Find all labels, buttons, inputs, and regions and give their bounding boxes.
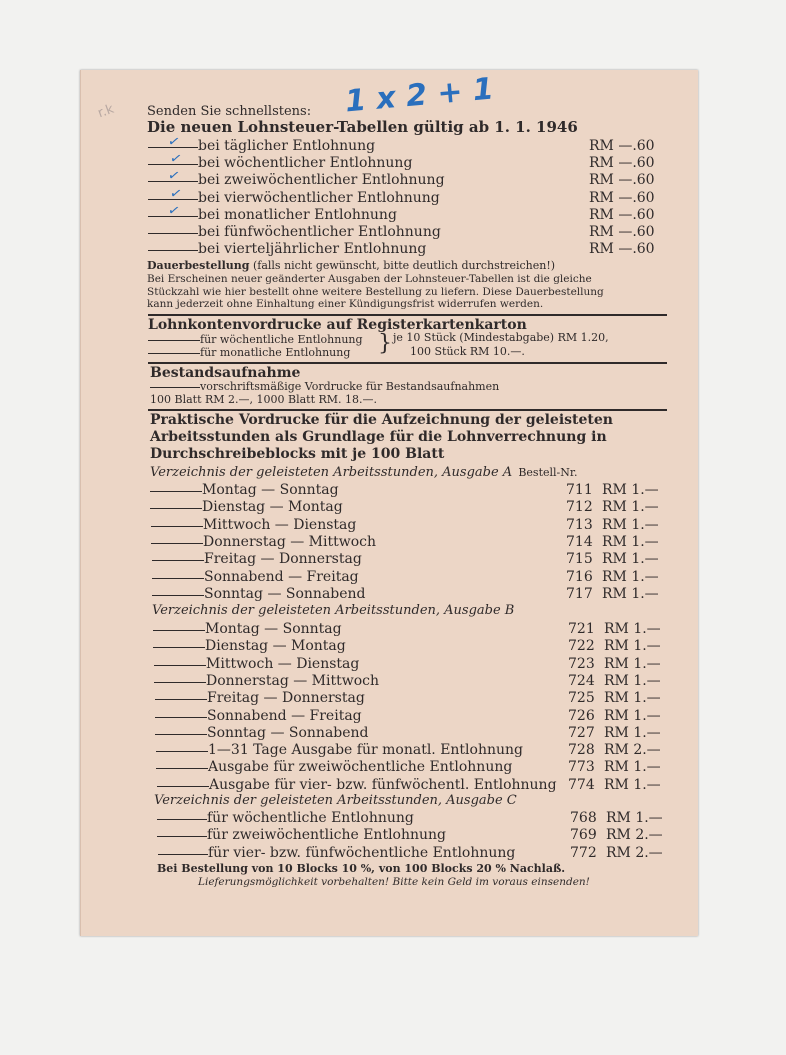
order-item-label: 1—31 Tage Ausgabe für monatl. Entlohnung xyxy=(208,742,523,759)
order-item-price: RM —.60 xyxy=(589,172,655,189)
order-item-price: RM 1.— xyxy=(602,533,659,550)
order-line xyxy=(158,845,515,861)
order-line xyxy=(155,708,362,724)
quantity-blank[interactable] xyxy=(158,854,208,855)
order-item-price: RM 1.— xyxy=(604,672,661,689)
section-title-lohnkonten: Lohnkontenvordrucke auf Registerkartenkarton xyxy=(148,317,527,333)
order-item-price: RM 1.— xyxy=(602,499,659,516)
order-item-label: bei vierteljährlicher Entlohnung xyxy=(198,241,427,258)
order-line xyxy=(150,482,339,498)
order-item-label: Ausgabe für zweiwöchentliche Entlohnung xyxy=(208,759,513,776)
delivery-note: Lieferungsmöglichkeit vorbehalten! Bitte kein Geld im voraus einsenden! xyxy=(198,876,590,888)
lohnkonten-item-weekly: für wöchentliche Entlohnung xyxy=(148,333,363,346)
order-item-label: Montag — Sonntag xyxy=(202,482,339,498)
bestell-nr: 725 xyxy=(568,690,595,707)
order-item-price: RM 2.— xyxy=(606,844,663,861)
dauer-line-1: Bei Erscheinen neuer geänderter Ausgaben der Lohnsteuer-Tabellen ist die gleiche xyxy=(147,273,592,285)
bestand-price: 100 Blatt RM 2.—, 1000 Blatt RM. 18.—. xyxy=(150,393,378,406)
order-item-label: Donnerstag — Mittwoch xyxy=(206,672,380,689)
bestell-nr: 772 xyxy=(570,844,597,861)
bestell-nr: 723 xyxy=(568,655,595,672)
order-item-label: Dienstag — Montag xyxy=(202,499,343,516)
ausgabe-b-title: Verzeichnis der geleisteten Arbeitsstunden, Ausgabe B xyxy=(152,603,515,618)
discount-text: Bei Bestellung von 10 Blocks 10 %, von 100 Blocks 20 % Nachlaß. xyxy=(157,862,566,875)
table-order-line xyxy=(148,190,440,206)
quantity-blank[interactable] xyxy=(155,699,207,700)
order-line xyxy=(151,517,356,533)
table-order-line xyxy=(148,172,445,188)
praktisch-line-3: Durchschreibeblocks mit je 100 Blatt xyxy=(150,446,445,462)
bestell-nr: 717 xyxy=(566,585,593,602)
section-title-lohnsteuer: Die neuen Lohnsteuer-Tabellen gültig ab 1. 1. 1946 xyxy=(147,118,578,136)
bestell-nr: 773 xyxy=(568,759,595,776)
intro-text: Senden Sie schnellstens: xyxy=(147,104,312,119)
order-line xyxy=(156,759,512,775)
table-order-line xyxy=(148,155,412,171)
bestell-nr: 768 xyxy=(570,810,597,826)
bestell-nr: 774 xyxy=(568,776,595,793)
quantity-blank[interactable] xyxy=(150,387,200,388)
bestell-nr: 724 xyxy=(568,672,595,689)
quantity-blank[interactable] xyxy=(154,682,206,683)
order-item-price: RM 1.— xyxy=(604,776,661,793)
order-item-label: Freitag — Donnerstag xyxy=(204,551,362,568)
order-item-price: RM —.60 xyxy=(589,206,655,223)
order-item-price: RM 1.— xyxy=(604,690,661,707)
order-item-price: RM —.60 xyxy=(589,155,655,172)
bestell-nr: 715 xyxy=(566,551,593,568)
handwritten-quantity: 1 x 2 + 1 xyxy=(343,71,496,120)
bestell-nr: 716 xyxy=(566,568,593,585)
order-item-label: Montag — Sonntag xyxy=(205,621,342,637)
order-item-price: RM —.60 xyxy=(589,189,655,206)
dauer-title-line xyxy=(147,259,555,272)
bestell-nr: 721 xyxy=(568,621,595,637)
section-title-bestand: Bestandsaufnahme xyxy=(150,365,301,381)
praktisch-line-2: Arbeitsstunden als Grundlage für die Lohnverrechnung in xyxy=(150,429,607,445)
bestell-nr: 711 xyxy=(566,482,593,498)
quantity-blank[interactable] xyxy=(154,665,206,666)
check-mark-icon: ✓ xyxy=(168,184,184,203)
bestell-nr: 727 xyxy=(568,724,595,741)
bestell-nr: 712 xyxy=(566,499,593,516)
order-item-price: RM 1.— xyxy=(602,585,659,602)
order-item-price: RM 1.— xyxy=(604,638,661,655)
lohnkonten-price-2: 100 Stück RM 10.—. xyxy=(410,345,525,358)
quantity-blank[interactable] xyxy=(151,526,203,527)
order-line xyxy=(153,638,346,654)
order-item-label: Dienstag — Montag xyxy=(205,638,346,655)
order-item-label: für zweiwöchentliche Entlohnung xyxy=(207,827,447,844)
check-mark-icon: ✓ xyxy=(166,201,182,220)
divider xyxy=(148,314,667,316)
order-item-label: Sonnabend — Freitag xyxy=(207,707,362,724)
order-item-price: RM 1.— xyxy=(604,759,661,776)
order-item-price: RM 2.— xyxy=(604,742,661,759)
quantity-blank[interactable] xyxy=(155,734,207,735)
quantity-blank[interactable] xyxy=(156,751,208,752)
bestell-nr: 722 xyxy=(568,638,595,655)
quantity-blank[interactable] xyxy=(152,578,204,579)
order-line xyxy=(154,673,379,689)
bestell-nr: 728 xyxy=(568,742,595,759)
dauer-title: Dauerbestellung xyxy=(147,259,250,272)
order-item-price: RM 1.— xyxy=(604,655,661,672)
dauer-line-2: Stückzahl wie hier bestellt ohne weitere Bestellung zu liefern. Diese Dauerbestellung xyxy=(147,286,604,298)
order-item-label: Sonntag — Sonnabend xyxy=(207,724,369,741)
quantity-blank[interactable] xyxy=(148,250,198,251)
order-item-price: RM 1.— xyxy=(602,482,659,498)
order-item-label: bei monatlicher Entlohnung xyxy=(198,206,397,223)
order-item-price: RM —.60 xyxy=(589,241,655,258)
order-item-label: Mittwoch — Dienstag xyxy=(206,655,360,672)
bestell-nr: 769 xyxy=(570,827,597,844)
quantity-blank[interactable] xyxy=(157,786,209,787)
quantity-blank[interactable] xyxy=(155,717,207,718)
order-item-label: Mittwoch — Dienstag xyxy=(203,516,357,533)
order-item-price: RM 1.— xyxy=(602,551,659,568)
order-line xyxy=(155,690,365,706)
order-item-label: Donnerstag — Mittwoch xyxy=(203,533,377,550)
quantity-blank[interactable] xyxy=(156,768,208,769)
check-mark-icon: ✓ xyxy=(166,167,182,186)
order-item-price: RM 1.— xyxy=(604,621,661,637)
order-line xyxy=(157,810,414,826)
quantity-blank[interactable] xyxy=(152,595,204,596)
order-line xyxy=(152,586,366,602)
order-item-price: RM 1.— xyxy=(602,568,659,585)
order-item-price: RM —.60 xyxy=(589,224,655,240)
quantity-blank[interactable] xyxy=(153,647,205,648)
quantity-blank[interactable] xyxy=(148,233,198,234)
order-item-price: RM 1.— xyxy=(606,810,663,826)
table-order-line xyxy=(148,224,441,240)
ausgabe-c-title: Verzeichnis der geleisteten Arbeitsstunden, Ausgabe C xyxy=(154,793,517,808)
order-item-price: RM 1.— xyxy=(604,724,661,741)
order-line xyxy=(150,499,343,515)
order-item-label: Freitag — Donnerstag xyxy=(207,690,365,707)
order-item-price: RM 1.— xyxy=(602,516,659,533)
bestell-nr: 713 xyxy=(566,516,593,533)
quantity-blank[interactable] xyxy=(152,560,204,561)
order-line xyxy=(157,827,446,843)
order-line xyxy=(152,551,362,567)
quantity-blank[interactable] xyxy=(153,630,205,631)
order-item-label: Ausgabe für vier- bzw. fünfwöchentl. Entlohnung xyxy=(209,776,557,793)
order-item-label: bei fünfwöchentlicher Entlohnung xyxy=(198,224,441,240)
check-mark-icon: ✓ xyxy=(168,150,184,169)
order-item-label: bei vierwöchentlicher Entlohnung xyxy=(198,189,440,206)
order-item-label: bei wöchentlicher Entlohnung xyxy=(198,155,413,172)
divider xyxy=(148,409,667,411)
order-item-price: RM 2.— xyxy=(606,827,663,844)
order-item-price: RM —.60 xyxy=(589,138,655,154)
brace: } xyxy=(378,331,392,356)
quantity-blank[interactable] xyxy=(157,836,207,837)
quantity-blank[interactable] xyxy=(151,543,203,544)
dauer-line-3: kann jederzeit ohne Einhaltung einer Kündigungsfrist widerrufen werden. xyxy=(147,298,544,310)
bestell-nr-label: Bestell-Nr. xyxy=(518,466,578,479)
order-item-label: bei zweiwöchentlicher Entlohnung xyxy=(198,172,445,189)
order-item-label: Sonnabend — Freitag xyxy=(204,568,359,585)
order-line xyxy=(157,777,557,793)
ausgabe-a-title: Verzeichnis der geleisteten Arbeitsstunden, Ausgabe A Bestell-Nr. xyxy=(150,465,578,480)
dauer-note: (falls nicht gewünscht, bitte deutlich durchstreichen!) xyxy=(249,259,556,272)
quantity-blank[interactable] xyxy=(157,819,207,820)
bestand-item: vorschriftsmäßige Vordrucke für Bestandsaufnahmen xyxy=(150,380,499,393)
table-order-line xyxy=(148,207,397,223)
bestell-nr: 726 xyxy=(568,707,595,724)
table-order-line xyxy=(148,241,426,257)
quantity-blank[interactable] xyxy=(150,508,202,509)
order-line xyxy=(155,725,369,741)
order-line xyxy=(156,742,523,758)
order-item-label: für wöchentliche Entlohnung xyxy=(207,810,414,826)
pencil-note: r.k xyxy=(95,101,116,122)
bestell-nr: 714 xyxy=(566,533,593,550)
order-line xyxy=(151,534,376,550)
order-item-label: bei täglicher Entlohnung xyxy=(198,138,376,154)
order-item-price: RM 1.— xyxy=(604,707,661,724)
lohnkonten-price-1: je 10 Stück (Mindestabgabe) RM 1.20, xyxy=(393,331,609,344)
praktisch-line-1: Praktische Vordrucke für die Aufzeichnung der geleisteten xyxy=(150,412,613,428)
order-line xyxy=(154,656,359,672)
order-item-label: Sonntag — Sonnabend xyxy=(204,585,366,602)
quantity-blank[interactable] xyxy=(150,491,202,492)
quantity-blank[interactable] xyxy=(148,340,200,341)
check-mark-icon: ✓ xyxy=(166,132,182,152)
quantity-blank[interactable] xyxy=(148,353,200,354)
divider xyxy=(148,362,667,364)
lohnkonten-item-monthly: für monatliche Entlohnung xyxy=(148,346,350,359)
order-line xyxy=(153,621,342,637)
order-line xyxy=(152,569,359,585)
order-item-label: für vier- bzw. fünfwöchentliche Entlohnung xyxy=(208,844,516,861)
